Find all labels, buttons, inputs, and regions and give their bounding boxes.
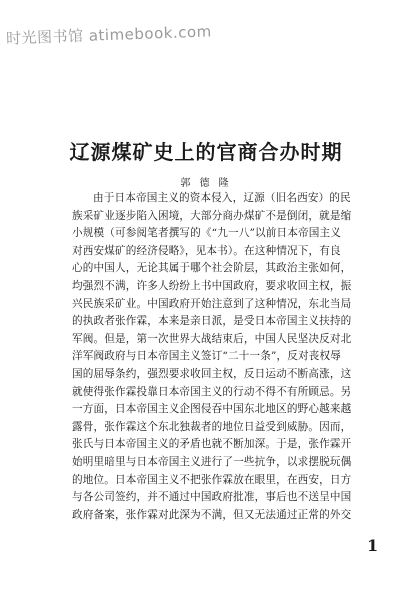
body-line: 兴民族采矿业。中国政府开始注意到了这种情况，东北当局 <box>72 297 352 310</box>
watermark: 时光图书馆 atimebook.com <box>5 22 212 48</box>
body-line: 始明里暗里与日本帝国主义进行了一些抗争，以求摆脱玩偶 <box>72 455 352 468</box>
body-line: 军阀。但是，第一次世界大战结束后，中国人民坚决反对北 <box>72 332 352 345</box>
article-title: 辽源煤矿史上的官商合办时期 <box>69 140 343 164</box>
body-line: 一方面，日本帝国主义企图侵吞中国东北地区的野心越来越 <box>72 403 352 416</box>
author-name: 郭 德 隆 <box>180 178 232 189</box>
body-line: 对西安煤矿的经济侵略》，见本书）。在这种情况下，有良 <box>72 244 341 257</box>
body-line: 露骨，张作霖这个东北独裁者的地位日益受到威胁。因而， <box>72 420 352 433</box>
article-body <box>72 190 394 524</box>
body-line: 国的屈辱条约，强烈要求收回主权，反日运动不断高涨，这 <box>72 367 352 380</box>
body-line: 族采矿业逐步陷入困境，大部分商办煤矿不是倒闭，就是缩 <box>72 209 352 222</box>
body-line: 小规模（可参阅笔者撰写的《“九一八”以前日本帝国主义 <box>72 227 341 240</box>
page-number: 1 <box>367 536 379 555</box>
body-line: 由于日本帝国主义的资本侵入，辽源（旧名西安）的民 <box>93 192 351 204</box>
body-line: 的执政者张作霖，本来是亲日派，是受日本帝国主义扶持的 <box>72 315 352 328</box>
body-line: 与各公司签约，并不通过中国政府批准，事后也不送呈中国 <box>72 491 352 504</box>
body-line: 均强烈不满，许多人纷纷上书中国政府，要求收回主权，振 <box>72 279 352 292</box>
body-line: 心的中国人，无论其属于哪个社会阶层，其政治主张如何， <box>72 262 352 275</box>
body-line: 政府备案，张作霖对此深为不满，但又无法通过正常的外交 <box>72 508 352 521</box>
body-line: 张氏与日本帝国主义的矛盾也就不断加深。于是，张作霖开 <box>72 438 352 451</box>
body-line: 就使得张作霖投靠日本帝国主义的行动不得不有所顾忌。另 <box>72 385 352 398</box>
body-line: 洋军阀政府与日本帝国主义签订“二十一条”，反对丧权辱 <box>72 350 341 363</box>
body-line: 的地位。日本帝国主义不把张作霖放在眼里，在西安，日方 <box>72 473 352 486</box>
